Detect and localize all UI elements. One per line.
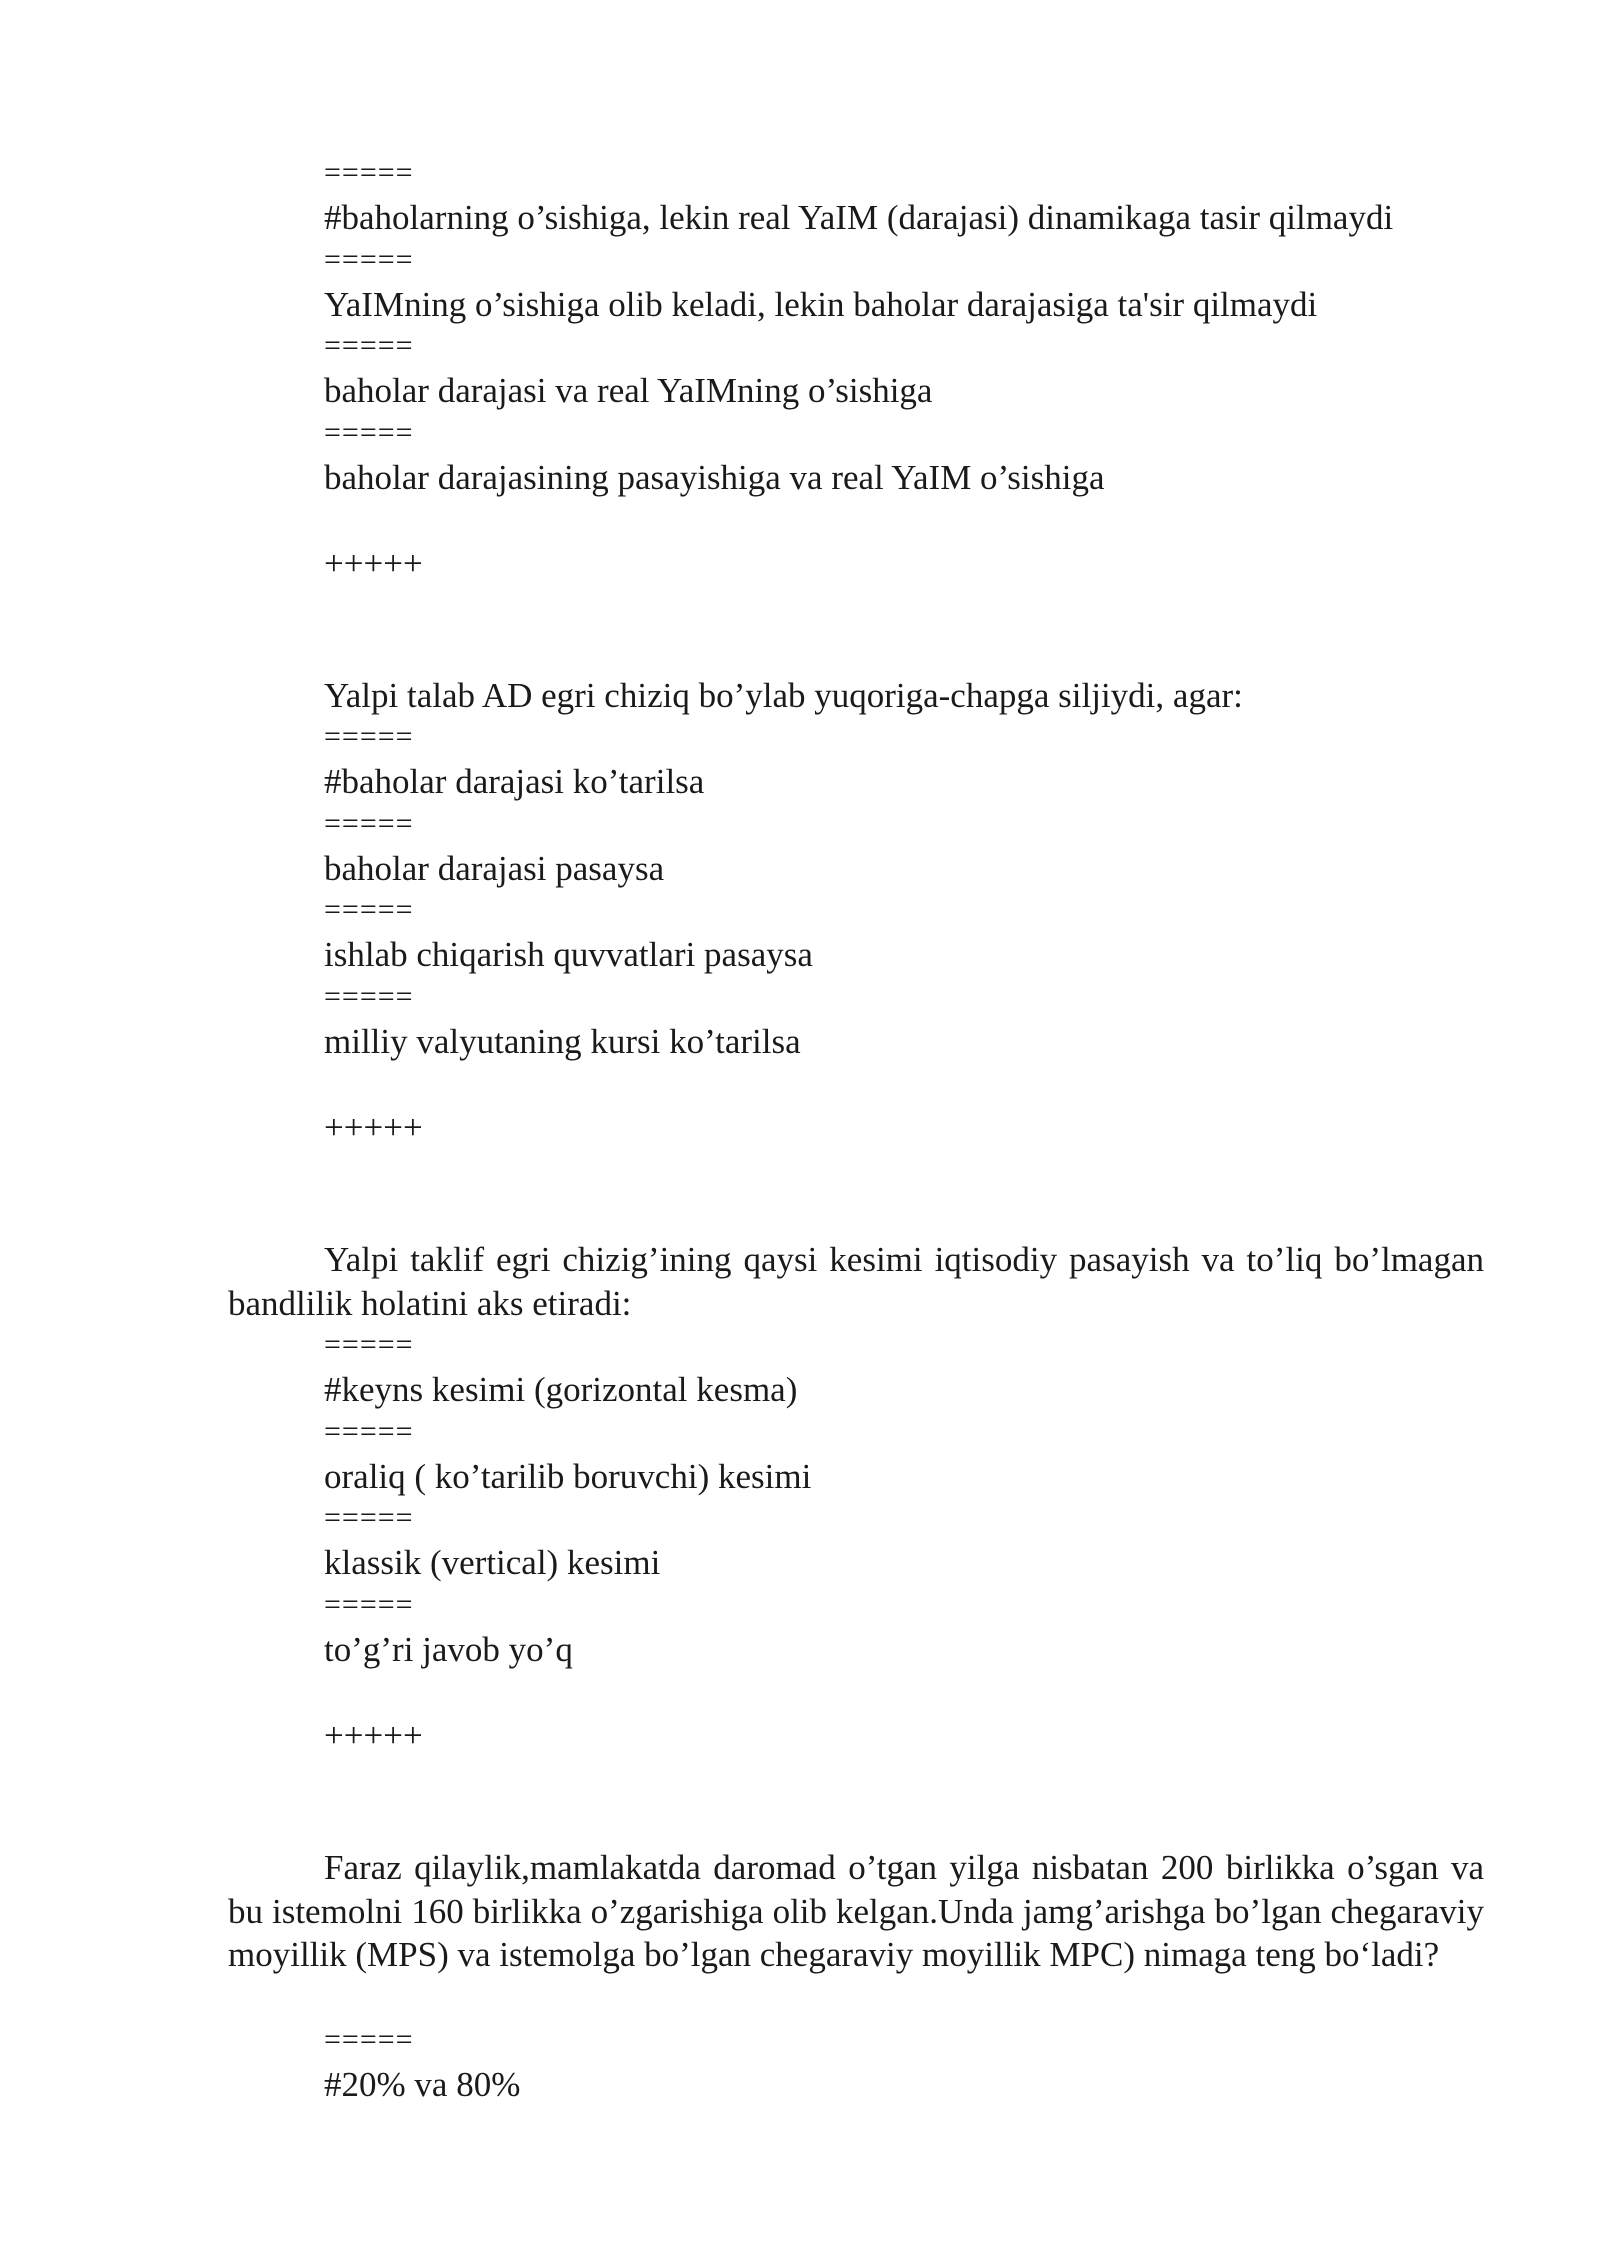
end-marker: +++++ xyxy=(324,544,423,583)
separator: ===== xyxy=(324,807,414,840)
q2-option-2: baholar darajasi pasaysa xyxy=(324,849,665,888)
q4-question: Faraz qilaylik,mamlakatda daromad o’tgan yilga nisbatan 200 birlikka o’sgan va bu istemolni 160 birlikka o’zgarishiga olib kelgan.Unda jamg’arishga bo’lgan chegaraviy moyillik (MPS) va istemolga bo’lgan chegaraviy moyillik MPC) nimaga teng bo‘ladi? xyxy=(228,1848,1484,1974)
separator: ===== xyxy=(324,1501,414,1534)
q1-option-1: #baholarning o’sishiga, lekin real YaIM (darajasi) dinamikaga tasir qilmaydi xyxy=(324,198,1394,237)
separator: ===== xyxy=(324,156,414,189)
q2-option-3: ishlab chiqarish quvvatlari pasaysa xyxy=(324,935,813,974)
q3-option-4: to’g’ri javob yo’q xyxy=(324,1630,573,1669)
separator: ===== xyxy=(324,1328,414,1361)
q3-question: Yalpi taklif egri chizig’ining qaysi kesimi iqtisodiy pasayish va to’liq bo’lmagan bandlilik holatini aks etiradi: xyxy=(228,1240,1484,1323)
separator: ===== xyxy=(324,720,414,753)
q2-option-1: #baholar darajasi ko’tarilsa xyxy=(324,762,705,801)
separator: ===== xyxy=(324,1415,414,1448)
end-marker: +++++ xyxy=(324,1716,423,1755)
q4-option-1: #20% va 80% xyxy=(324,2065,521,2104)
separator: ===== xyxy=(324,1588,414,1621)
q3-option-1: #keyns kesimi (gorizontal kesma) xyxy=(324,1370,798,1409)
q1-option-2: YaIMning o’sishiga olib keladi, lekin baholar darajasiga ta'sir qilmaydi xyxy=(324,285,1318,324)
q2-question: Yalpi talab AD egri chiziq bo’ylab yuqoriga-chapga siljiydi, agar: xyxy=(324,676,1243,715)
separator: ===== xyxy=(324,416,414,449)
separator: ===== xyxy=(324,2023,414,2056)
q1-option-3: baholar darajasi va real YaIMning o’sishiga xyxy=(324,371,933,410)
separator: ===== xyxy=(324,329,414,362)
end-marker: +++++ xyxy=(324,1108,423,1147)
q2-option-4: milliy valyutaning kursi ko’tarilsa xyxy=(324,1022,801,1061)
separator: ===== xyxy=(324,243,414,276)
separator: ===== xyxy=(324,980,414,1013)
separator: ===== xyxy=(324,893,414,926)
q1-option-4: baholar darajasining pasayishiga va real YaIM o’sishiga xyxy=(324,458,1105,497)
q3-option-2: oraliq ( ko’tarilib boruvchi) kesimi xyxy=(324,1457,812,1496)
q3-option-3: klassik (vertical) kesimi xyxy=(324,1543,661,1582)
